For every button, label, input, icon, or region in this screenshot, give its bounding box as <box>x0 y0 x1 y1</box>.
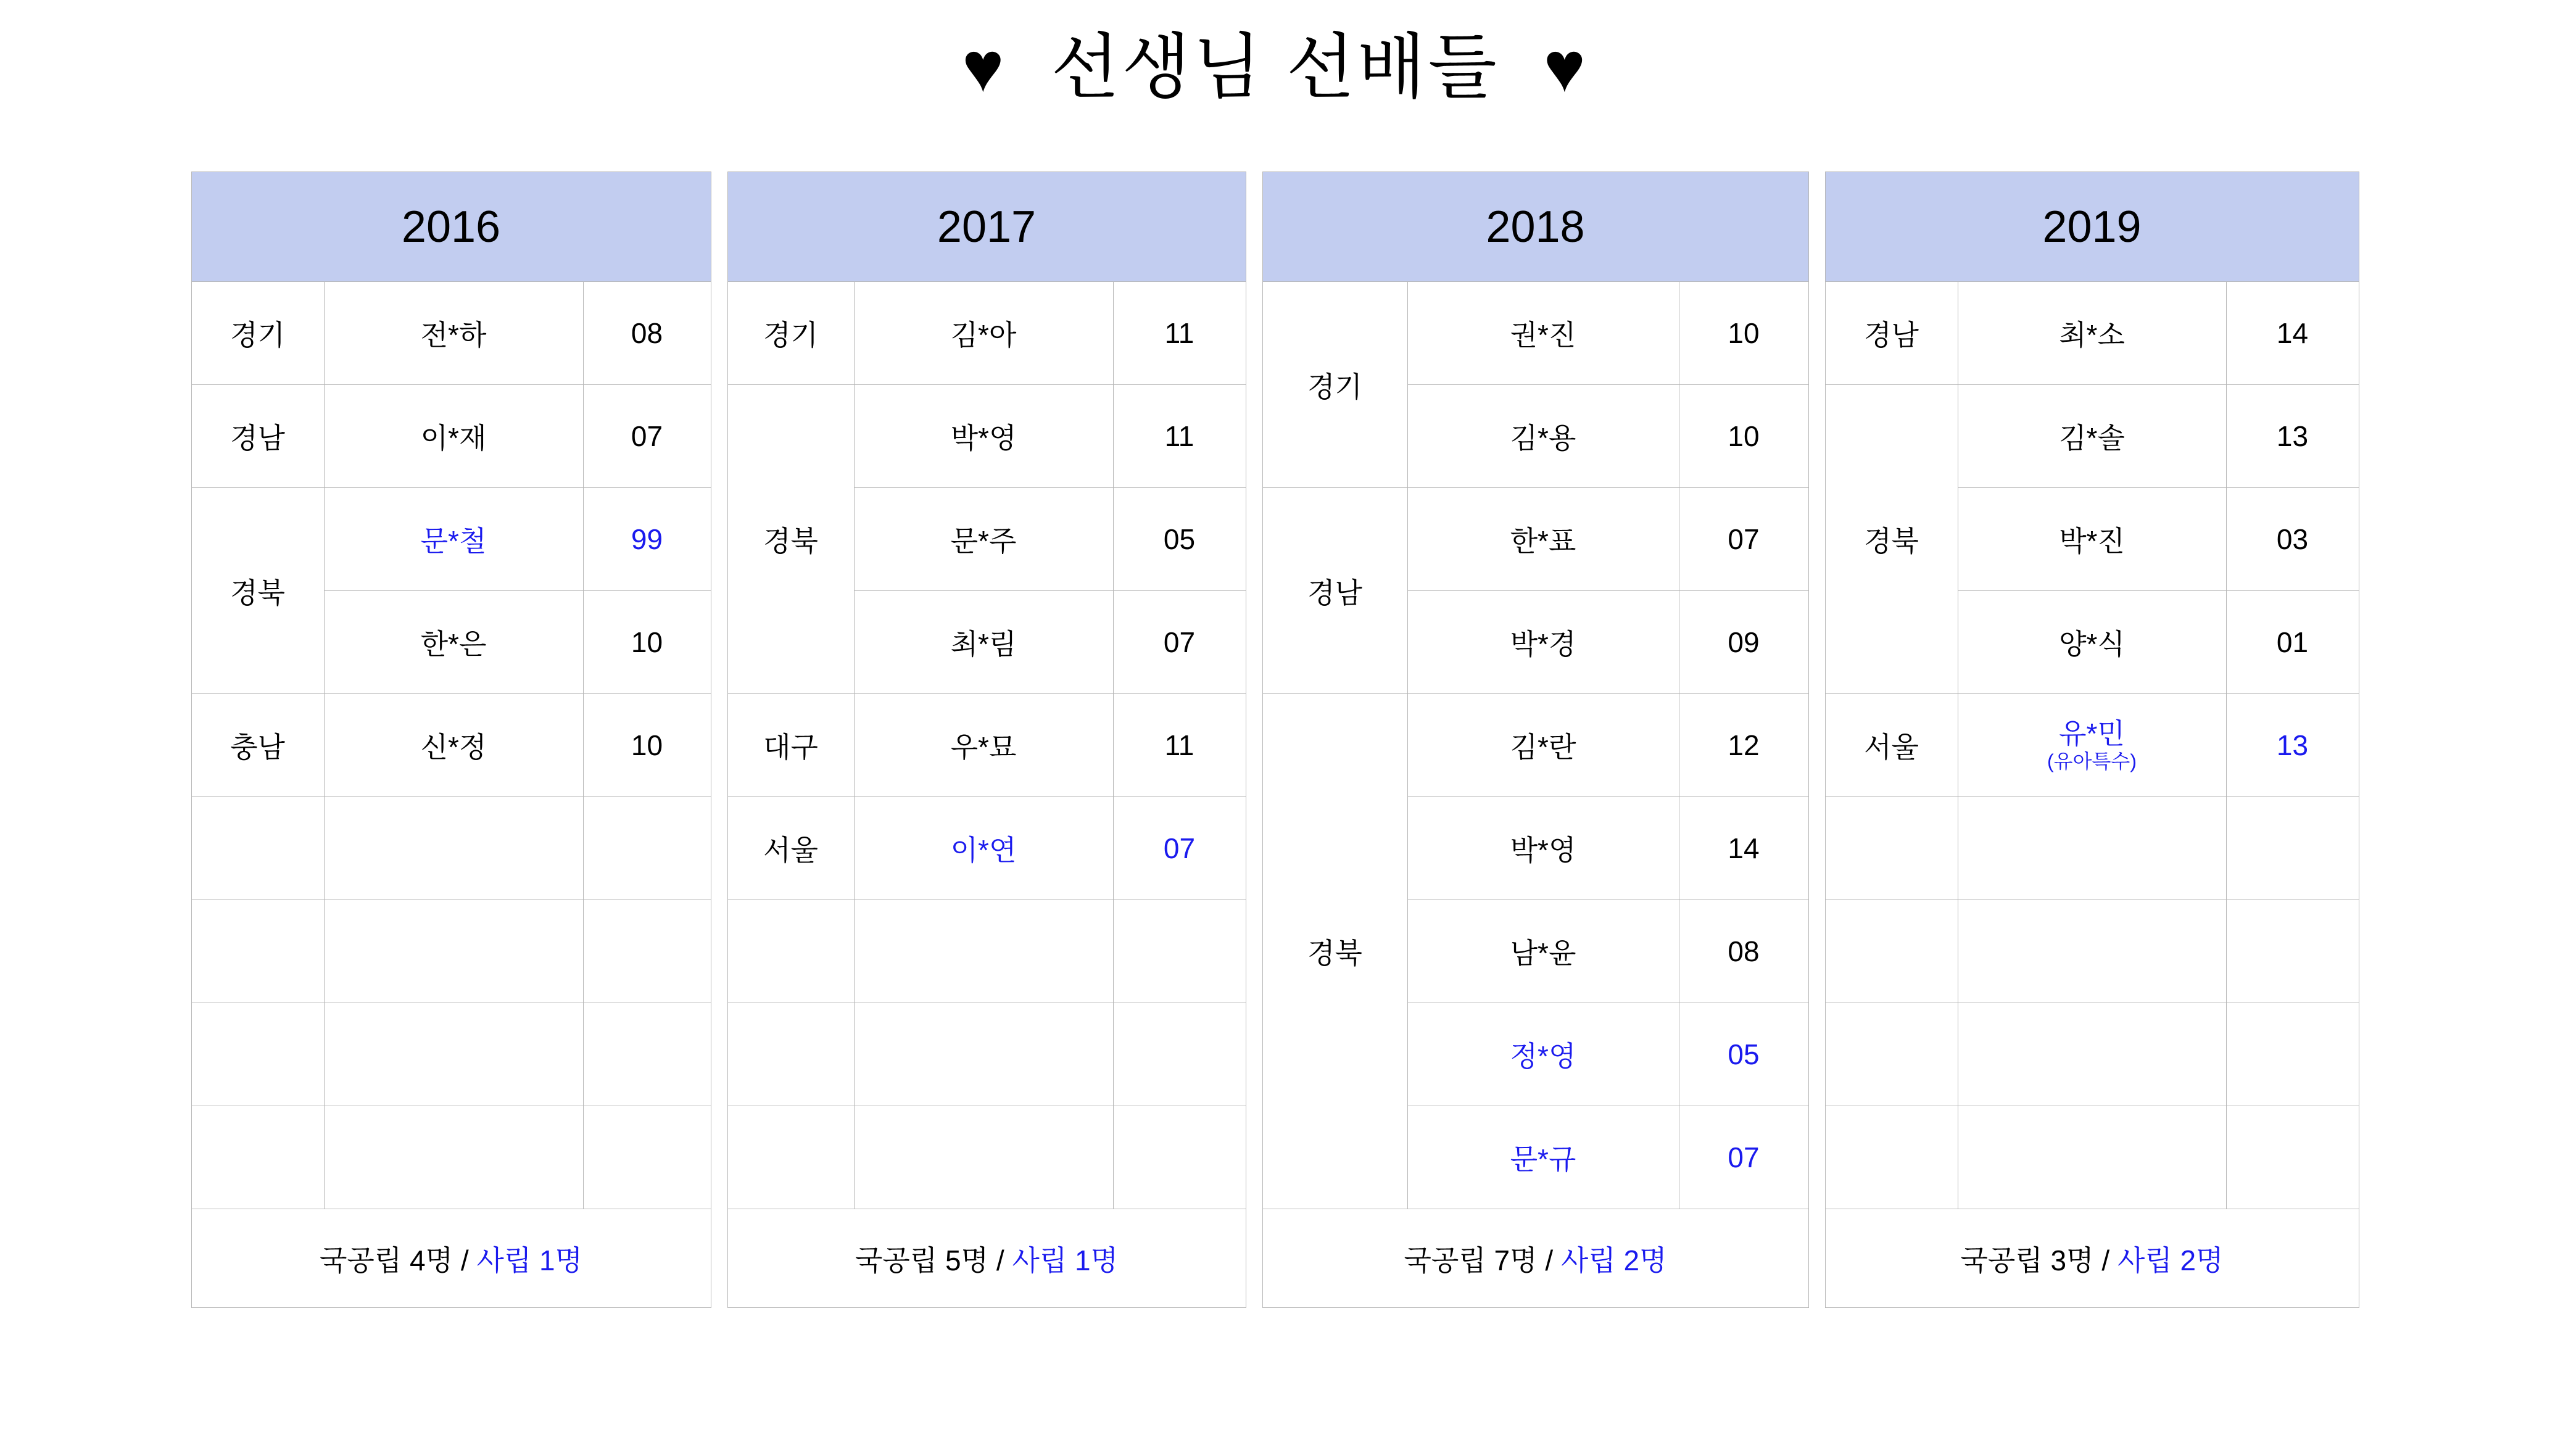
number-cell: 12 <box>1679 694 1808 797</box>
table-row-empty <box>727 1003 1246 1106</box>
year-table-2018 <box>1262 172 1809 1308</box>
table-header-row <box>1825 172 2359 282</box>
name-cell: 양*식 <box>1958 591 2226 694</box>
empty-cell <box>2226 797 2359 900</box>
table-row <box>727 797 1246 900</box>
number-cell: 11 <box>1113 385 1246 488</box>
number-cell: 07 <box>1679 488 1808 591</box>
table-row <box>727 385 1246 488</box>
summary-cell <box>191 1209 711 1308</box>
region-cell: 경북 <box>1825 385 1958 694</box>
empty-cell <box>583 1003 711 1106</box>
name-cell: 박*영 <box>854 385 1113 488</box>
summary-public: 국공립 7명 <box>1404 1244 1538 1276</box>
number-cell: 08 <box>1679 900 1808 1003</box>
number-cell: 07 <box>583 385 711 488</box>
empty-cell <box>1825 900 1958 1003</box>
summary-public: 국공립 4명 <box>319 1244 453 1276</box>
number-cell: 07 <box>1679 1106 1808 1209</box>
name-subtext: (유아특수) <box>2047 750 2137 772</box>
region-cell: 경북 <box>727 385 854 694</box>
number-cell: 08 <box>583 282 711 385</box>
region-cell: 경북 <box>1262 694 1407 1209</box>
number-cell: 07 <box>1113 797 1246 900</box>
region-cell: 경남 <box>1825 282 1958 385</box>
region-cell: 대구 <box>727 694 854 797</box>
year-table-2016 <box>191 172 711 1308</box>
year-header-2018: 2018 <box>1262 172 1808 282</box>
year-table-2019 <box>1825 172 2359 1308</box>
table-row-empty <box>727 1106 1246 1209</box>
table-row <box>1825 385 2359 488</box>
table-row-empty <box>191 1106 711 1209</box>
table-row-empty <box>191 1003 711 1106</box>
name-cell <box>1958 694 2226 797</box>
table-row <box>727 694 1246 797</box>
summary-cell <box>1262 1209 1808 1308</box>
number-cell: 09 <box>1679 591 1808 694</box>
summary-separator: / <box>988 1244 1012 1276</box>
number-cell: 13 <box>2226 694 2359 797</box>
name-cell: 김*아 <box>854 282 1113 385</box>
table-row-empty <box>1825 797 2359 900</box>
empty-cell <box>583 900 711 1003</box>
name-cell: 전*하 <box>324 282 583 385</box>
table-row <box>191 694 711 797</box>
empty-cell <box>2226 1106 2359 1209</box>
number-cell: 05 <box>1679 1003 1808 1106</box>
name-cell: 문*주 <box>854 488 1113 591</box>
empty-cell <box>727 900 854 1003</box>
table-row <box>191 385 711 488</box>
empty-cell <box>1958 1106 2226 1209</box>
empty-cell <box>191 1106 324 1209</box>
name-cell: 김*용 <box>1407 385 1679 488</box>
table-summary-row <box>727 1209 1246 1308</box>
table-header-row <box>727 172 1246 282</box>
region-cell: 충남 <box>191 694 324 797</box>
name-cell: 박*경 <box>1407 591 1679 694</box>
table-row <box>1262 488 1808 591</box>
name-cell: 우*묘 <box>854 694 1113 797</box>
name-cell: 최*림 <box>854 591 1113 694</box>
year-header-2019: 2019 <box>1825 172 2359 282</box>
empty-cell <box>324 797 583 900</box>
name-cell: 정*영 <box>1407 1003 1679 1106</box>
number-cell: 10 <box>583 694 711 797</box>
empty-cell <box>1958 900 2226 1003</box>
number-cell: 11 <box>1113 282 1246 385</box>
empty-cell <box>583 797 711 900</box>
empty-cell <box>727 1003 854 1106</box>
name-cell: 문*철 <box>324 488 583 591</box>
table-row-empty <box>727 900 1246 1003</box>
table-summary-row <box>1262 1209 1808 1308</box>
empty-cell <box>1113 1003 1246 1106</box>
table-row-empty <box>1825 1106 2359 1209</box>
empty-cell <box>324 1003 583 1106</box>
empty-cell <box>1113 900 1246 1003</box>
empty-cell <box>854 1003 1113 1106</box>
summary-public: 국공립 3명 <box>1960 1244 2094 1276</box>
table-row <box>191 282 711 385</box>
summary-private: 사립 2명 <box>2117 1244 2224 1276</box>
table-row <box>1262 282 1808 385</box>
table-row-empty <box>1825 900 2359 1003</box>
number-cell: 01 <box>2226 591 2359 694</box>
number-cell: 99 <box>583 488 711 591</box>
name-cell: 김*솔 <box>1958 385 2226 488</box>
empty-cell <box>191 1003 324 1106</box>
year-table-2017 <box>727 172 1246 1308</box>
number-cell: 14 <box>2226 282 2359 385</box>
empty-cell <box>583 1106 711 1209</box>
table-row-empty <box>1825 1003 2359 1106</box>
summary-separator: / <box>1537 1244 1561 1276</box>
empty-cell <box>2226 1003 2359 1106</box>
table-row-empty <box>191 797 711 900</box>
region-cell: 서울 <box>1825 694 1958 797</box>
table-summary-row <box>1825 1209 2359 1308</box>
empty-cell <box>1825 1106 1958 1209</box>
empty-cell <box>1825 797 1958 900</box>
region-cell: 경남 <box>191 385 324 488</box>
name-cell: 이*연 <box>854 797 1113 900</box>
region-cell: 경북 <box>191 488 324 694</box>
empty-cell <box>2226 900 2359 1003</box>
name-cell: 박*영 <box>1407 797 1679 900</box>
number-cell: 07 <box>1113 591 1246 694</box>
summary-separator: / <box>453 1244 477 1276</box>
name-cell: 이*재 <box>324 385 583 488</box>
name-cell: 박*진 <box>1958 488 2226 591</box>
number-cell: 10 <box>1679 282 1808 385</box>
summary-private: 사립 1명 <box>1012 1244 1119 1276</box>
empty-cell <box>854 1106 1113 1209</box>
empty-cell <box>1958 797 2226 900</box>
empty-cell <box>191 797 324 900</box>
region-cell: 경기 <box>1262 282 1407 488</box>
summary-cell <box>1825 1209 2359 1308</box>
table-row <box>727 282 1246 385</box>
number-cell: 10 <box>1679 385 1808 488</box>
year-tables-container <box>0 172 2550 1308</box>
empty-cell <box>1825 1003 1958 1106</box>
empty-cell <box>324 900 583 1003</box>
number-cell: 05 <box>1113 488 1246 591</box>
name-cell: 한*은 <box>324 591 583 694</box>
table-row <box>191 488 711 591</box>
summary-private: 사립 2명 <box>1560 1244 1667 1276</box>
region-cell: 경기 <box>191 282 324 385</box>
summary-cell <box>727 1209 1246 1308</box>
table-row <box>1262 694 1808 797</box>
region-cell: 서울 <box>727 797 854 900</box>
name-cell: 한*표 <box>1407 488 1679 591</box>
empty-cell <box>854 900 1113 1003</box>
region-cell: 경남 <box>1262 488 1407 694</box>
empty-cell <box>191 900 324 1003</box>
summary-public: 국공립 5명 <box>855 1244 989 1276</box>
table-header-row <box>191 172 711 282</box>
name-text: 유*민 <box>2059 718 2125 750</box>
summary-private: 사립 1명 <box>476 1244 583 1276</box>
table-row-empty <box>191 900 711 1003</box>
name-cell: 권*진 <box>1407 282 1679 385</box>
number-cell: 10 <box>583 591 711 694</box>
empty-cell <box>1113 1106 1246 1209</box>
region-cell: 경기 <box>727 282 854 385</box>
name-cell: 신*정 <box>324 694 583 797</box>
number-cell: 11 <box>1113 694 1246 797</box>
table-row <box>1825 694 2359 797</box>
name-cell: 김*란 <box>1407 694 1679 797</box>
summary-separator: / <box>2093 1244 2117 1276</box>
empty-cell <box>324 1106 583 1209</box>
name-cell: 문*규 <box>1407 1106 1679 1209</box>
empty-cell <box>727 1106 854 1209</box>
name-cell: 최*소 <box>1958 282 2226 385</box>
number-cell: 14 <box>1679 797 1808 900</box>
number-cell: 13 <box>2226 385 2359 488</box>
year-header-2016: 2016 <box>191 172 711 282</box>
page-title: ♥ 선생님 선배들 ♥ <box>962 28 1588 107</box>
empty-cell <box>1958 1003 2226 1106</box>
number-cell: 03 <box>2226 488 2359 591</box>
table-summary-row <box>191 1209 711 1308</box>
name-cell: 남*윤 <box>1407 900 1679 1003</box>
year-header-2017: 2017 <box>727 172 1246 282</box>
table-row <box>1825 282 2359 385</box>
table-header-row <box>1262 172 1808 282</box>
